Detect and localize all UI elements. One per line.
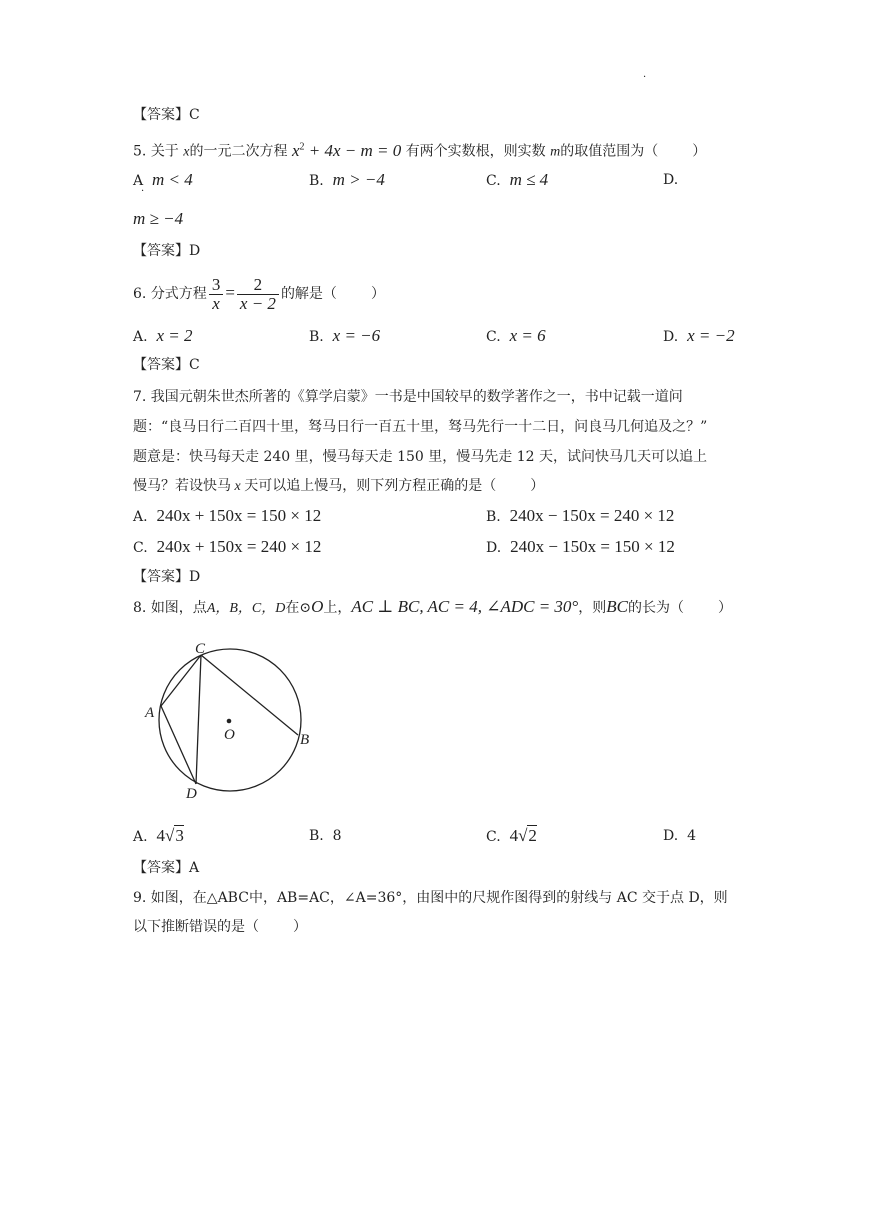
q7-line-3: 题意是：快马每天走 240 里，慢马每天走 150 里，慢马先走 12 天，试问快马几天可以追上 <box>133 449 707 465</box>
q8-option-b[interactable] <box>309 826 342 846</box>
q9-close-paren: ） <box>293 919 307 935</box>
option-label: D. <box>663 172 679 188</box>
q8-text: 在⊙ <box>285 600 312 616</box>
option-math: x = 6 <box>509 326 546 345</box>
question-number: 6. <box>133 286 147 302</box>
q6-option-c[interactable] <box>486 326 546 347</box>
option-label: C. <box>486 173 501 189</box>
q7-option-d[interactable] <box>486 537 675 558</box>
answer-q8: 【答案】A <box>133 860 200 876</box>
label-d: D <box>186 786 197 802</box>
q6-text: 的解是（ <box>280 286 337 302</box>
q6-option-b[interactable] <box>309 326 380 347</box>
option-label: B. <box>309 828 324 844</box>
center-dot <box>227 719 232 724</box>
answer-q4: 【答案】C <box>133 107 200 123</box>
q5-var-m: m <box>550 144 561 160</box>
option-label: C. <box>486 329 501 345</box>
q7-var-x: x <box>234 479 241 494</box>
option-label: D. <box>486 540 502 556</box>
q8-points: A，B，C，D <box>206 601 286 616</box>
q6-option-a[interactable] <box>133 326 193 347</box>
option-math: 240x + 150x = 150 × 12 <box>156 506 322 525</box>
option-radicand: 3 <box>175 826 184 845</box>
option-math: 240x − 150x = 150 × 12 <box>510 537 675 556</box>
segment-ad <box>161 706 196 784</box>
q5-option-b[interactable] <box>309 170 385 191</box>
q5-text: 关于 <box>150 143 179 160</box>
q8-close-paren: ） <box>717 600 732 616</box>
q5-text: 有两个实数根，则实数 <box>405 143 546 160</box>
question-6: 6. 分式方程 $\frac{3}{x}$ = $\frac{2}{x - 2}$ 的解是（ ） <box>133 274 385 313</box>
segment-cb <box>201 655 298 735</box>
q6-fraction-lhs <box>209 276 224 313</box>
option-math: m < 4 <box>152 170 193 189</box>
q7-option-c[interactable] <box>133 537 321 558</box>
q8-condition: AC ⊥ BC, AC = 4, ∠ADC = 30° <box>351 597 579 616</box>
circle-figure <box>140 635 320 805</box>
segment-cd <box>196 655 201 784</box>
q6-text: 分式方程 <box>150 286 207 302</box>
fraction-denominator: x − 2 <box>239 293 276 313</box>
option-label: C. <box>133 540 148 556</box>
q7-text: 天可以追上慢马，则下列方程正确的是（ <box>244 478 497 494</box>
fraction-numerator: 2 <box>237 276 279 295</box>
q8-option-d[interactable] <box>663 826 696 846</box>
q9-line-2 <box>133 917 307 937</box>
option-math: 240x − 150x = 240 × 12 <box>509 506 675 525</box>
option-coefficient: 4 <box>509 826 519 845</box>
answer-q7: 【答案】D <box>133 569 201 585</box>
q8-circle-o: O <box>311 597 324 616</box>
option-label: A. <box>133 509 148 525</box>
option-radicand: 2 <box>528 826 537 845</box>
q5-option-d-math <box>133 209 183 230</box>
q6-close-paren: ） <box>370 286 385 302</box>
q6-fraction-rhs <box>237 276 279 313</box>
question-number: 5. <box>133 143 147 160</box>
q8-text: 上， <box>323 600 352 616</box>
option-math: m ≤ 4 <box>509 170 549 189</box>
q8-bc: BC <box>606 597 628 616</box>
option-label: B. <box>309 329 324 345</box>
option-math: x = 2 <box>156 326 193 345</box>
q5-option-d[interactable] <box>663 170 678 190</box>
q7-text: 慢马？若设快马 <box>133 478 231 494</box>
option-label: D. <box>663 329 679 345</box>
q5-text: 的一元二次方程 <box>189 143 288 160</box>
option-label: A. <box>133 329 148 345</box>
q5-option-c[interactable] <box>486 170 548 191</box>
option-math: 240x + 150x = 240 × 12 <box>156 537 322 556</box>
option-text: 8 <box>332 828 342 844</box>
label-c: C <box>195 641 206 657</box>
option-math: x = −6 <box>332 326 381 345</box>
question-8 <box>133 597 732 619</box>
q9-text: 以下推断错误的是（ <box>133 919 259 935</box>
stray-dot-2: · <box>141 186 145 197</box>
q8-option-c[interactable]: C. 4√2 <box>486 826 537 845</box>
option-math: x = −2 <box>687 326 735 345</box>
q5-text: 的取值范围为（ <box>560 143 659 160</box>
q5-option-a[interactable] <box>133 170 193 191</box>
answer-q6: 【答案】C <box>133 357 200 373</box>
option-text: 4 <box>687 828 697 844</box>
label-b: B <box>300 732 310 748</box>
q8-text: 的长为（ <box>627 600 684 616</box>
q7-line-4 <box>133 476 544 497</box>
option-label: B. <box>486 509 501 525</box>
stray-dot: · <box>643 72 647 83</box>
q5-close-paren: ） <box>692 143 707 160</box>
option-math: m > −4 <box>332 170 385 189</box>
q7-line-1: 7. 我国元朝朱世杰所著的《算学启蒙》一书是中国较早的数学著作之一，书中记载一道问 <box>133 389 683 405</box>
q8-text: 如图，点 <box>150 600 207 616</box>
label-a: A <box>145 705 155 721</box>
label-o: O <box>224 727 235 743</box>
q7-option-a[interactable] <box>133 506 321 527</box>
option-label: A <box>133 173 144 189</box>
q5-equation: $x^2 + 4x - m = 0$ <box>291 140 402 160</box>
q7-option-b[interactable] <box>486 506 674 527</box>
question-number: 8. <box>133 600 147 616</box>
fraction-denominator: x <box>212 293 220 313</box>
q8-text: ，则 <box>578 600 607 616</box>
option-label: A. <box>133 829 148 845</box>
q5-var-x: x <box>183 144 190 160</box>
option-coefficient: 4 <box>156 826 165 845</box>
q6-option-d[interactable] <box>663 326 735 347</box>
q7-line-2: 题：“良马日行二百四十里，驽马日行一百五十里，驽马先行一十二日，问良马几何追及之？” <box>133 419 708 435</box>
question-5 <box>133 137 706 163</box>
segment-ca <box>161 655 201 706</box>
q9-line-1: 9. 如图，在△ABC中，AB=AC，∠A=36°，由图中的尺规作图得到的射线与 AC 交于点 D，则 <box>133 890 728 906</box>
option-label: C. <box>486 829 501 845</box>
fraction-numerator: 3 <box>209 276 224 295</box>
option-label: B. <box>309 173 324 189</box>
q5-equation-tail: + 4x − m = 0 <box>308 140 402 160</box>
option-math: m ≥ −4 <box>133 209 184 228</box>
option-label: D. <box>663 828 679 844</box>
q7-close-paren: ） <box>530 478 545 494</box>
answer-q5: 【答案】D <box>133 243 201 259</box>
q8-option-a[interactable]: A. 4√3 <box>133 826 184 845</box>
